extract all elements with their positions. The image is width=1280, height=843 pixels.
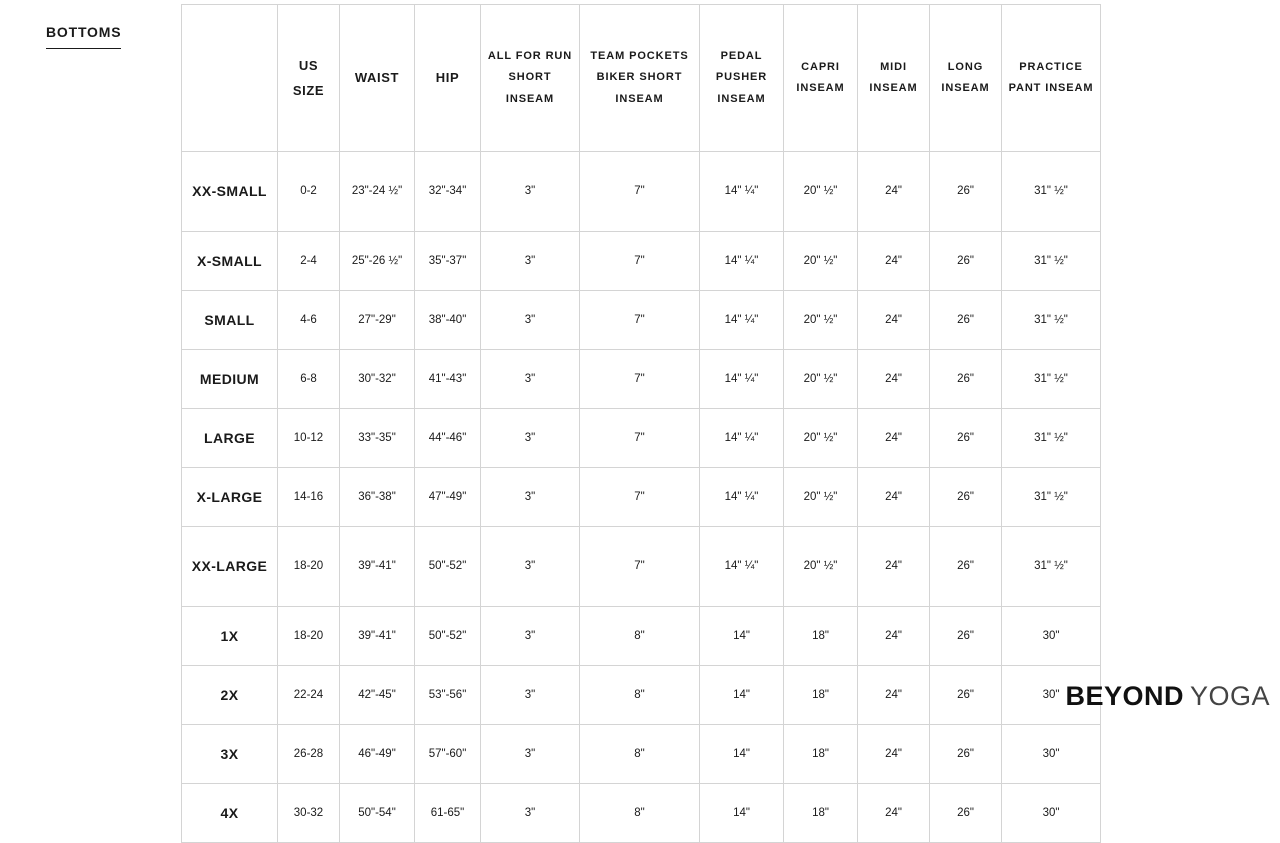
cell-capri: 20" ½" (784, 527, 858, 607)
cell-us-size: 0-2 (278, 152, 340, 232)
column-header-size (182, 5, 278, 152)
row-label: XX-LARGE (182, 527, 278, 607)
cell-capri: 20" ½" (784, 350, 858, 409)
column-header-long-inseam: LONG INSEAM (930, 5, 1002, 152)
cell-waist: 46"-49" (340, 725, 415, 784)
cell-pedal-pusher: 14" ¼" (700, 468, 784, 527)
cell-midi: 24" (858, 784, 930, 843)
cell-pedal-pusher: 14" ¼" (700, 350, 784, 409)
cell-long: 26" (930, 527, 1002, 607)
cell-us-size: 6-8 (278, 350, 340, 409)
column-header-team-pockets-biker-short-inseam: TEAM POCKETS BIKER SHORT INSEAM (580, 5, 700, 152)
cell-hip: 32"-34" (415, 152, 481, 232)
cell-us-size: 10-12 (278, 409, 340, 468)
table-row (182, 152, 1101, 232)
cell-team-pockets: 7" (580, 291, 700, 350)
size-table (181, 4, 1101, 843)
cell-midi: 24" (858, 409, 930, 468)
column-header-capri-inseam: CAPRI INSEAM (784, 5, 858, 152)
cell-pedal-pusher: 14" (700, 666, 784, 725)
cell-us-size: 4-6 (278, 291, 340, 350)
cell-capri: 18" (784, 607, 858, 666)
cell-team-pockets: 7" (580, 232, 700, 291)
column-header-hip: HIP (415, 5, 481, 152)
cell-capri: 20" ½" (784, 232, 858, 291)
cell-midi: 24" (858, 666, 930, 725)
cell-midi: 24" (858, 291, 930, 350)
cell-us-size: 14-16 (278, 468, 340, 527)
cell-all-for-run: 3" (481, 666, 580, 725)
cell-pedal-pusher: 14" ¼" (700, 527, 784, 607)
cell-waist: 23"-24 ½" (340, 152, 415, 232)
column-header-pedal-pusher-inseam: PEDAL PUSHER INSEAM (700, 5, 784, 152)
cell-practice-pant: 30" (1002, 607, 1101, 666)
cell-practice-pant: 31" ½" (1002, 409, 1101, 468)
cell-practice-pant: 31" ½" (1002, 527, 1101, 607)
cell-long: 26" (930, 152, 1002, 232)
cell-all-for-run: 3" (481, 725, 580, 784)
cell-practice-pant: 30" (1002, 725, 1101, 784)
cell-us-size: 18-20 (278, 527, 340, 607)
cell-capri: 20" ½" (784, 291, 858, 350)
cell-capri: 18" (784, 725, 858, 784)
cell-capri: 18" (784, 784, 858, 843)
row-label: 1X (182, 607, 278, 666)
cell-all-for-run: 3" (481, 350, 580, 409)
cell-waist: 39"-41" (340, 527, 415, 607)
cell-midi: 24" (858, 350, 930, 409)
cell-pedal-pusher: 14" (700, 607, 784, 666)
table-row (182, 666, 1101, 725)
cell-team-pockets: 7" (580, 350, 700, 409)
cell-long: 26" (930, 291, 1002, 350)
row-label: X-LARGE (182, 468, 278, 527)
table-header (182, 5, 1101, 152)
cell-long: 26" (930, 409, 1002, 468)
table-row (182, 527, 1101, 607)
cell-waist: 30"-32" (340, 350, 415, 409)
table-row (182, 350, 1101, 409)
left-panel (0, 0, 180, 720)
column-header-practice-pant-inseam: PRACTICE PANT INSEAM (1002, 5, 1101, 152)
table-row (182, 784, 1101, 843)
cell-pedal-pusher: 14" ¼" (700, 291, 784, 350)
cell-practice-pant: 30" (1002, 784, 1101, 843)
cell-practice-pant: 31" ½" (1002, 152, 1101, 232)
cell-midi: 24" (858, 725, 930, 784)
cell-all-for-run: 3" (481, 152, 580, 232)
cell-practice-pant: 31" ½" (1002, 232, 1101, 291)
cell-pedal-pusher: 14" (700, 784, 784, 843)
brand-name-secondary: YOGA (1189, 681, 1270, 711)
cell-team-pockets: 7" (580, 152, 700, 232)
cell-midi: 24" (858, 232, 930, 291)
cell-team-pockets: 7" (580, 468, 700, 527)
cell-long: 26" (930, 666, 1002, 725)
row-label: MEDIUM (182, 350, 278, 409)
cell-us-size: 30-32 (278, 784, 340, 843)
table-body (182, 152, 1101, 843)
cell-pedal-pusher: 14" ¼" (700, 232, 784, 291)
cell-all-for-run: 3" (481, 607, 580, 666)
brand-logo (1065, 681, 1270, 712)
cell-hip: 44"-46" (415, 409, 481, 468)
cell-capri: 20" ½" (784, 468, 858, 527)
column-header-midi-inseam: MIDI INSEAM (858, 5, 930, 152)
cell-capri: 18" (784, 666, 858, 725)
cell-team-pockets: 8" (580, 725, 700, 784)
cell-hip: 53"-56" (415, 666, 481, 725)
cell-us-size: 26-28 (278, 725, 340, 784)
brand-name-primary: BEYOND (1065, 681, 1184, 711)
cell-midi: 24" (858, 468, 930, 527)
cell-pedal-pusher: 14" (700, 725, 784, 784)
cell-waist: 33"-35" (340, 409, 415, 468)
cell-team-pockets: 8" (580, 784, 700, 843)
cell-all-for-run: 3" (481, 232, 580, 291)
row-label: 2X (182, 666, 278, 725)
cell-pedal-pusher: 14" ¼" (700, 409, 784, 468)
cell-team-pockets: 8" (580, 607, 700, 666)
cell-us-size: 22-24 (278, 666, 340, 725)
column-header-us-size: US SIZE (278, 5, 340, 152)
cell-long: 26" (930, 784, 1002, 843)
cell-hip: 50"-52" (415, 527, 481, 607)
row-label: LARGE (182, 409, 278, 468)
cell-waist: 36"-38" (340, 468, 415, 527)
size-table-container (181, 4, 1100, 843)
row-label: SMALL (182, 291, 278, 350)
cell-capri: 20" ½" (784, 409, 858, 468)
cell-team-pockets: 7" (580, 409, 700, 468)
cell-all-for-run: 3" (481, 291, 580, 350)
column-header-waist: WAIST (340, 5, 415, 152)
cell-hip: 47"-49" (415, 468, 481, 527)
cell-team-pockets: 8" (580, 666, 700, 725)
table-row (182, 291, 1101, 350)
cell-hip: 35"-37" (415, 232, 481, 291)
cell-pedal-pusher: 14" ¼" (700, 152, 784, 232)
cell-all-for-run: 3" (481, 468, 580, 527)
cell-practice-pant: 31" ½" (1002, 468, 1101, 527)
cell-practice-pant: 31" ½" (1002, 291, 1101, 350)
table-row (182, 725, 1101, 784)
cell-practice-pant: 30" (1002, 666, 1101, 725)
cell-long: 26" (930, 350, 1002, 409)
table-row (182, 232, 1101, 291)
table-header-row (182, 5, 1101, 152)
cell-hip: 38"-40" (415, 291, 481, 350)
cell-waist: 42"-45" (340, 666, 415, 725)
cell-waist: 50"-54" (340, 784, 415, 843)
cell-hip: 50"-52" (415, 607, 481, 666)
cell-all-for-run: 3" (481, 784, 580, 843)
cell-us-size: 2-4 (278, 232, 340, 291)
cell-all-for-run: 3" (481, 527, 580, 607)
cell-hip: 61-65" (415, 784, 481, 843)
row-label: X-SMALL (182, 232, 278, 291)
cell-long: 26" (930, 232, 1002, 291)
cell-hip: 41"-43" (415, 350, 481, 409)
table-row (182, 409, 1101, 468)
cell-waist: 39"-41" (340, 607, 415, 666)
row-label: 3X (182, 725, 278, 784)
row-label: 4X (182, 784, 278, 843)
cell-long: 26" (930, 607, 1002, 666)
cell-team-pockets: 7" (580, 527, 700, 607)
cell-capri: 20" ½" (784, 152, 858, 232)
cell-midi: 24" (858, 527, 930, 607)
cell-practice-pant: 31" ½" (1002, 350, 1101, 409)
cell-waist: 27"-29" (340, 291, 415, 350)
cell-midi: 24" (858, 607, 930, 666)
cell-hip: 57"-60" (415, 725, 481, 784)
cell-all-for-run: 3" (481, 409, 580, 468)
cell-long: 26" (930, 725, 1002, 784)
row-label: XX-SMALL (182, 152, 278, 232)
cell-long: 26" (930, 468, 1002, 527)
page-title: BOTTOMS (46, 24, 121, 49)
table-row (182, 468, 1101, 527)
cell-midi: 24" (858, 152, 930, 232)
cell-waist: 25"-26 ½" (340, 232, 415, 291)
table-row (182, 607, 1101, 666)
cell-us-size: 18-20 (278, 607, 340, 666)
column-header-all-for-run-short-inseam: ALL FOR RUN SHORT INSEAM (481, 5, 580, 152)
